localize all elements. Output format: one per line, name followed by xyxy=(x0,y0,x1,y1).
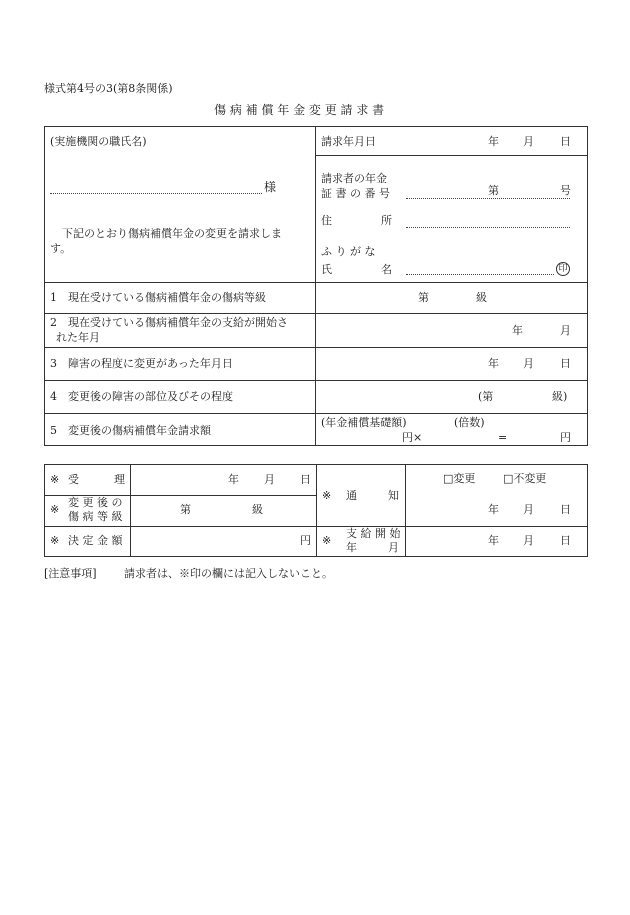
item1-kyu: 級 xyxy=(476,291,487,304)
receipt-month: 月 xyxy=(264,473,275,486)
grade-kyu: 級 xyxy=(252,503,263,516)
receipt-a: 受 xyxy=(68,473,79,486)
item5-mult: (倍数) xyxy=(454,416,485,429)
item5-yen-x: 円× xyxy=(402,431,423,444)
start-year: 年 xyxy=(488,534,499,547)
agency-name-field[interactable] xyxy=(50,193,262,194)
cert-label-2: 証 書 の 番 号 xyxy=(321,187,390,200)
form-title: 傷 病 補 償 年 金 変 更 請 求 書 xyxy=(214,103,385,117)
grade-dai: 第 xyxy=(180,503,191,516)
grade-label-2: 傷 病 等 級 xyxy=(68,510,123,523)
request-text-1: 下記のとおり傷病補償年金の変更を請求しま xyxy=(62,227,282,240)
kome-4: ※ xyxy=(50,534,60,547)
notice-b: 知 xyxy=(388,489,399,502)
start-month: 月 xyxy=(523,534,534,547)
item2-label-1: 2 現在受けている傷病補償年金の支給が開始さ xyxy=(50,316,288,329)
start-label-1: 支 給 開 始 xyxy=(346,527,401,540)
item1-label: 1 現在受けている傷病補償年金の傷病等級 xyxy=(50,291,266,304)
receipt-year: 年 xyxy=(228,473,239,486)
item3-year: 年 xyxy=(488,357,499,370)
sama-label: 様 xyxy=(264,180,277,194)
note-label: [注意事項] xyxy=(44,567,97,580)
kome-5: ※ xyxy=(322,534,332,547)
agency-label: (実施機関の職氏名) xyxy=(50,135,147,148)
item3-day: 日 xyxy=(560,357,571,370)
form-code: 様式第4号の3(第8条関係) xyxy=(44,82,173,95)
item4-open: (第 xyxy=(478,390,494,403)
no-change-checkbox[interactable]: □不変更 xyxy=(503,472,547,485)
date-day: 日 xyxy=(560,135,571,148)
cert-dai: 第 xyxy=(488,184,499,197)
item1-dai: 第 xyxy=(418,291,429,304)
change-checkbox[interactable]: □変更 xyxy=(443,472,476,485)
name-char1: 氏 xyxy=(321,263,332,276)
start-day: 日 xyxy=(560,534,571,547)
item2-month: 月 xyxy=(560,324,571,337)
start-label-2b: 月 xyxy=(388,541,399,554)
cert-number-field[interactable] xyxy=(406,198,570,199)
amount-yen: 円 xyxy=(300,534,311,547)
item5-yen: 円 xyxy=(560,431,571,444)
name-field[interactable] xyxy=(406,274,554,275)
item5-base: (年金補償基礎額) xyxy=(321,416,407,429)
start-label-2a: 年 xyxy=(346,541,357,554)
address-char1: 住 xyxy=(321,214,332,227)
address-char2: 所 xyxy=(381,214,392,227)
kome-1: ※ xyxy=(50,473,60,486)
kome-3: ※ xyxy=(322,489,332,502)
receipt-b: 理 xyxy=(114,473,125,486)
furigana-label: ふ り が な xyxy=(321,245,376,258)
seal-mark: 印 xyxy=(556,262,570,276)
notice-a: 通 xyxy=(346,489,357,502)
item5-label: 5 変更後の傷病補償年金請求額 xyxy=(50,424,211,437)
item4-close: 級) xyxy=(552,390,568,403)
amount-label: 決 定 金 額 xyxy=(68,534,123,547)
date-year: 年 xyxy=(488,135,499,148)
grade-label-1: 変 更 後 の xyxy=(68,496,123,509)
item5-eq: = xyxy=(498,431,508,444)
item3-label: 3 障害の程度に変更があった年月日 xyxy=(50,357,233,370)
item4-label: 4 変更後の障害の部位及びその程度 xyxy=(50,390,233,403)
notice-day: 日 xyxy=(560,503,571,516)
item2-year: 年 xyxy=(512,324,523,337)
name-char2: 名 xyxy=(381,263,392,276)
item2-label-2: れた年月 xyxy=(56,331,100,344)
receipt-day: 日 xyxy=(300,473,311,486)
date-label: 請求年月日 xyxy=(321,135,376,148)
note-text: 請求者は、※印の欄には記入しないこと。 xyxy=(124,567,333,580)
cert-label-1: 請求者の年金 xyxy=(321,172,387,185)
cert-go: 号 xyxy=(560,184,571,197)
item3-month: 月 xyxy=(523,357,534,370)
kome-2: ※ xyxy=(50,503,60,516)
request-text-2: す。 xyxy=(50,242,72,255)
notice-month: 月 xyxy=(523,503,534,516)
address-field[interactable] xyxy=(406,227,570,228)
date-month: 月 xyxy=(523,135,534,148)
notice-year: 年 xyxy=(488,503,499,516)
